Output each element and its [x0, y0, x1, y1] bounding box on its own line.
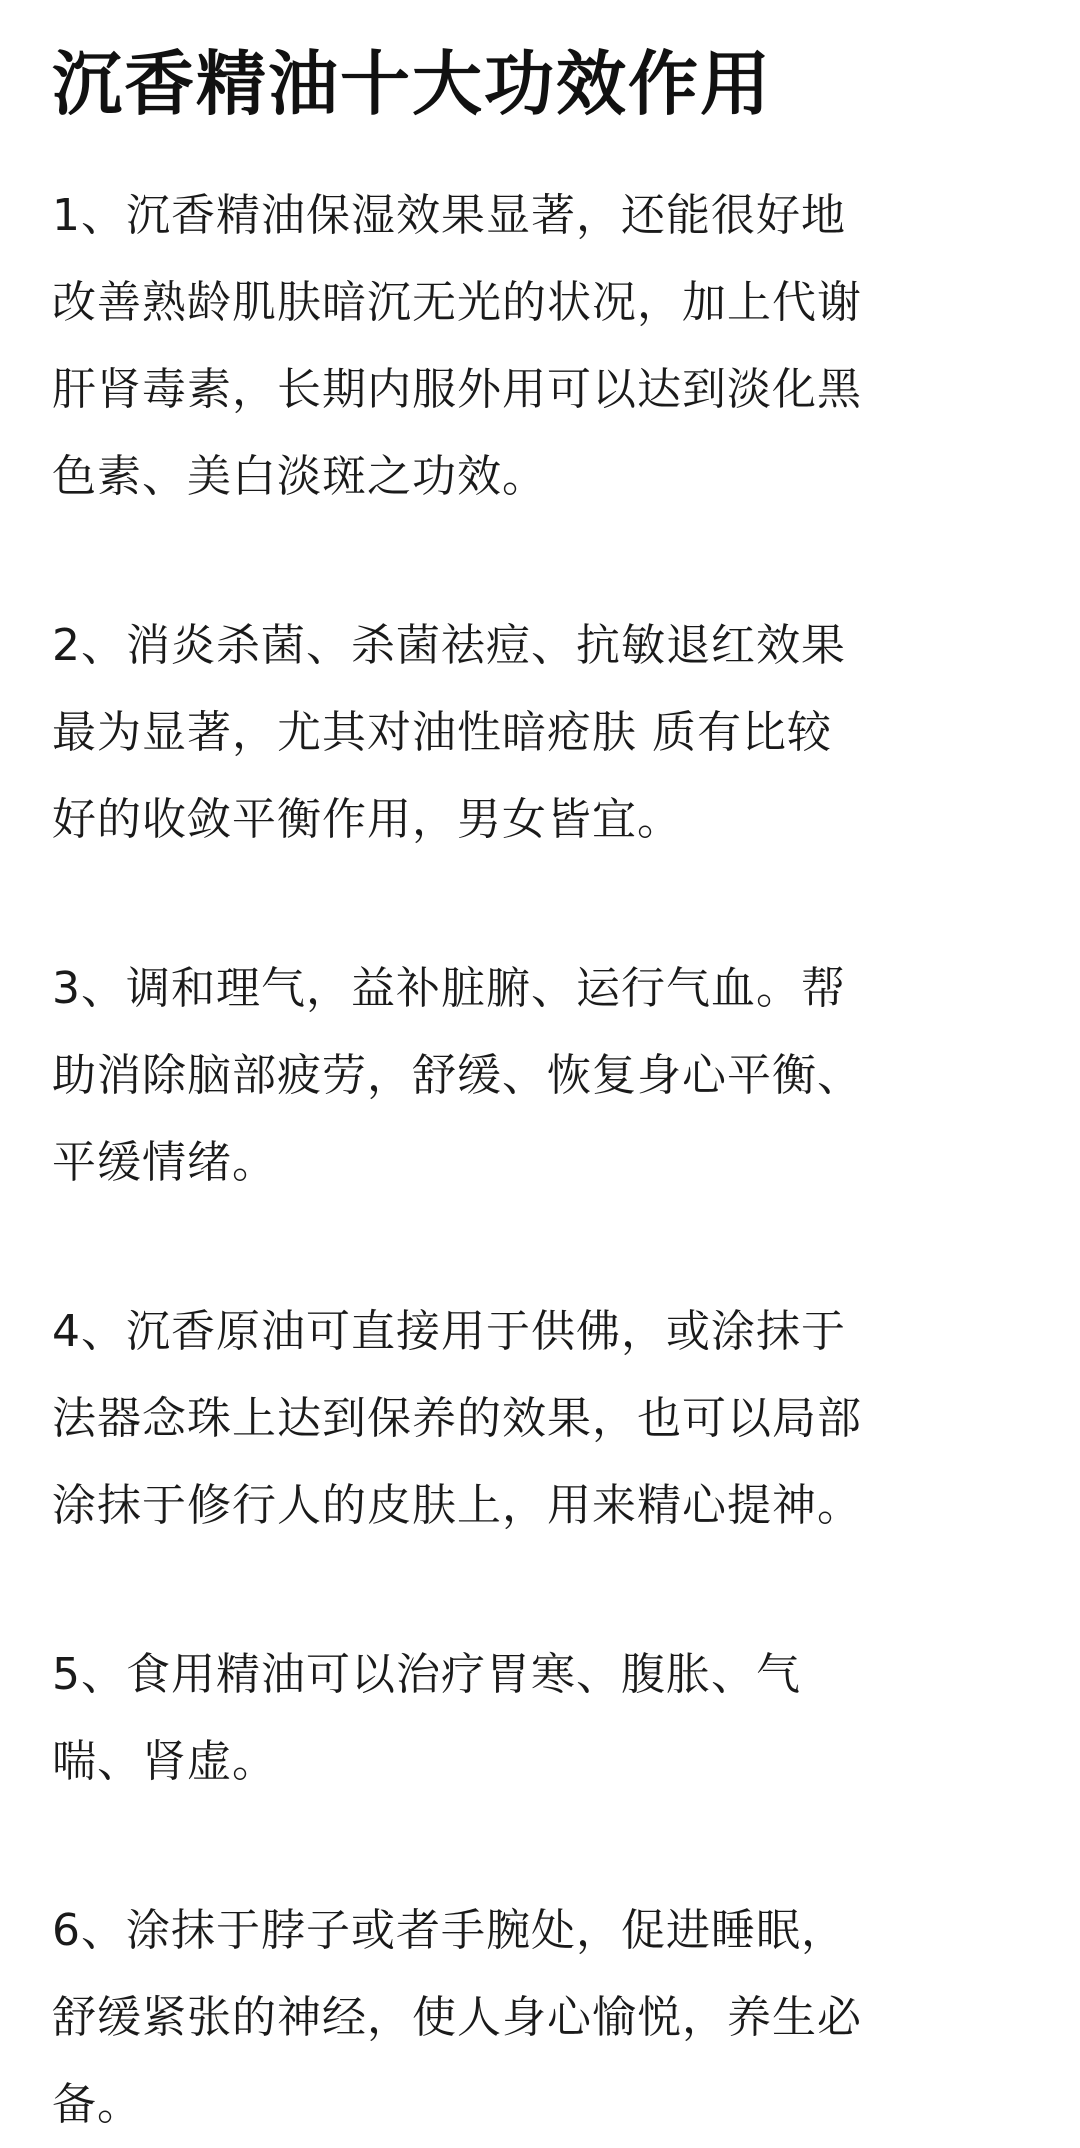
item-line: 6、涂抹于脖子或者手腕处，促进睡眠， — [52, 1905, 846, 1956]
item-line: 好的收敛平衡作用，男女皆宜。 — [52, 794, 682, 845]
item-line: 4、沉香原油可直接用于供佛，或涂抹于 — [52, 1306, 846, 1357]
item-line: 最为显著，尤其对油性暗疮肤 质有比较 — [52, 707, 832, 758]
item-line: 法器念珠上达到保养的效果，也可以局部 — [52, 1393, 862, 1444]
item-line: 2、消炎杀菌、杀菌祛痘、抗敏退红效果 — [52, 620, 846, 671]
item-line: 涂抹于修行人的皮肤上，用来精心提神。 — [52, 1480, 862, 1531]
item-line: 助消除脑部疲劳，舒缓、恢复身心平衡、 — [52, 1050, 862, 1101]
article — [52, 30, 1042, 2148]
item-line: 改善熟龄肌肤暗沉无光的状况，加上代谢 — [52, 277, 862, 328]
item-line: 舒缓紧张的神经，使人身心愉悦，养生必 — [52, 1992, 862, 2043]
list-item — [52, 945, 1042, 1206]
list-item — [52, 172, 1042, 520]
effects-list — [52, 172, 1042, 2148]
item-line: 色素、美白淡斑之功效。 — [52, 451, 547, 502]
item-line: 肝肾毒素，长期内服外用可以达到淡化黑 — [52, 364, 862, 415]
item-line: 1、沉香精油保湿效果显著，还能很好地 — [52, 190, 846, 241]
list-item — [52, 1288, 1042, 1549]
article-title: 沉香精油十大功效作用 — [52, 43, 772, 125]
list-item — [52, 602, 1042, 863]
list-item — [52, 1887, 1042, 2148]
list-item — [52, 1631, 1042, 1805]
item-line: 备。 — [52, 2079, 142, 2130]
item-line: 5、食用精油可以治疗胃寒、腹胀、气 — [52, 1649, 801, 1700]
item-line: 平缓情绪。 — [52, 1137, 277, 1188]
item-line: 喘、肾虚。 — [52, 1736, 277, 1787]
item-line: 3、调和理气，益补脏腑、运行气血。帮 — [52, 963, 846, 1014]
